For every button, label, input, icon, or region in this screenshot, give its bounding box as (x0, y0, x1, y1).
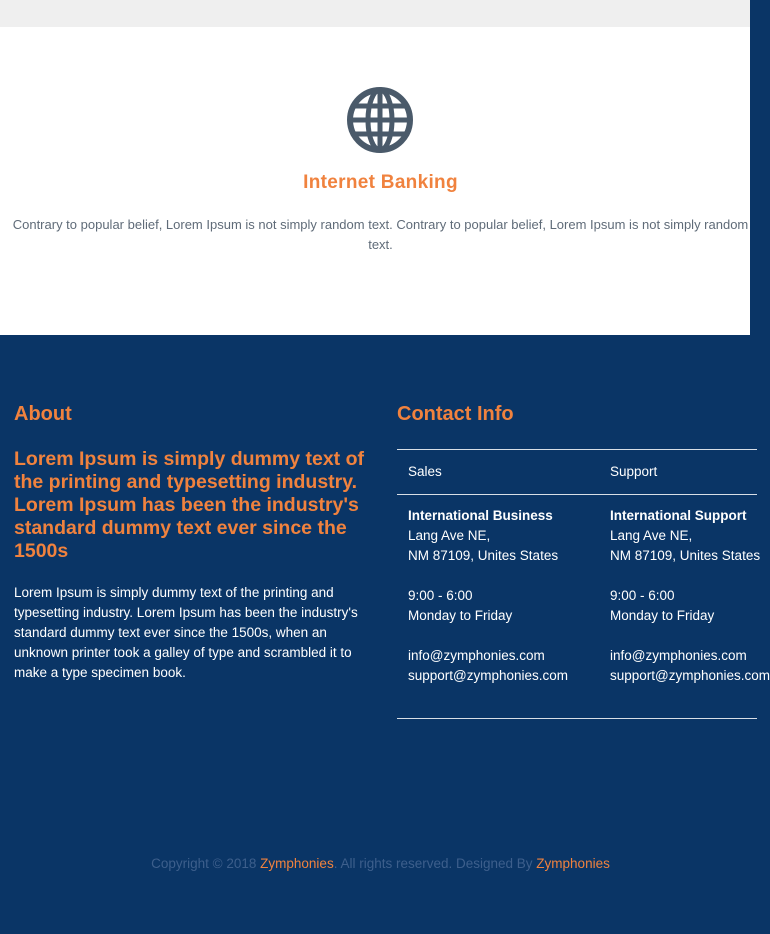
sales-email-info[interactable]: info@zymphonies.com (408, 648, 545, 663)
service-description: Contrary to popular belief, Lorem Ipsum is not simply random text. Contrary to popular belief, Lorem Ipsum is not simply random text. (12, 217, 749, 252)
about-title: About (14, 403, 72, 425)
sales-days: Monday to Friday (408, 608, 513, 623)
service-section (0, 27, 750, 335)
brand-link-1[interactable]: Zymphonies (260, 856, 334, 871)
support-email-info[interactable]: info@zymphonies.com (610, 648, 747, 663)
support-hours: 9:00 - 6:00 (610, 588, 675, 603)
support-contact-cell (610, 506, 770, 686)
about-lead: Lorem Ipsum is simply dummy text of the printing and typesetting industry. Lorem Ipsum has been the industry's standard dummy text ever since the 1500s (14, 448, 364, 562)
globe-icon (347, 87, 413, 153)
column-header-support: Support (610, 464, 658, 479)
support-email-support[interactable]: support@zymphonies.com (610, 668, 770, 683)
sales-email-support[interactable]: support@zymphonies.com (408, 668, 569, 683)
sales-hours: 9:00 - 6:00 (408, 588, 473, 603)
support-address-line2: NM 87109, Unites States (610, 548, 761, 563)
brand-link-2[interactable]: Zymphonies (536, 856, 610, 871)
sales-name: International Business (408, 508, 553, 523)
copyright (0, 856, 761, 871)
contact-table (397, 449, 770, 719)
column-header-sales: Sales (408, 464, 442, 479)
sales-address-line1: Lang Ave NE, (408, 528, 491, 543)
top-bar (0, 0, 750, 27)
support-address-line1: Lang Ave NE, (610, 528, 693, 543)
sales-address-line2: NM 87109, Unites States (408, 548, 559, 563)
contact-title: Contact Info (397, 403, 514, 425)
table-header (397, 450, 757, 495)
sales-contact-cell (408, 506, 608, 686)
footer (0, 335, 770, 934)
support-name: International Support (610, 508, 747, 523)
about-body: Lorem Ipsum is simply dummy text of the printing and typesetting industry. Lorem Ipsum has been the industry's standard dummy text ever since the 1500s, when an unknown printer took a galley of type and scrambled it to make a type specimen book. (14, 585, 358, 680)
support-days: Monday to Friday (610, 608, 715, 623)
copyright-middle: . All rights reserved. Designed By (333, 856, 537, 871)
service-title: Internet Banking (303, 172, 458, 193)
copyright-prefix: Copyright © 2018 (151, 856, 261, 871)
